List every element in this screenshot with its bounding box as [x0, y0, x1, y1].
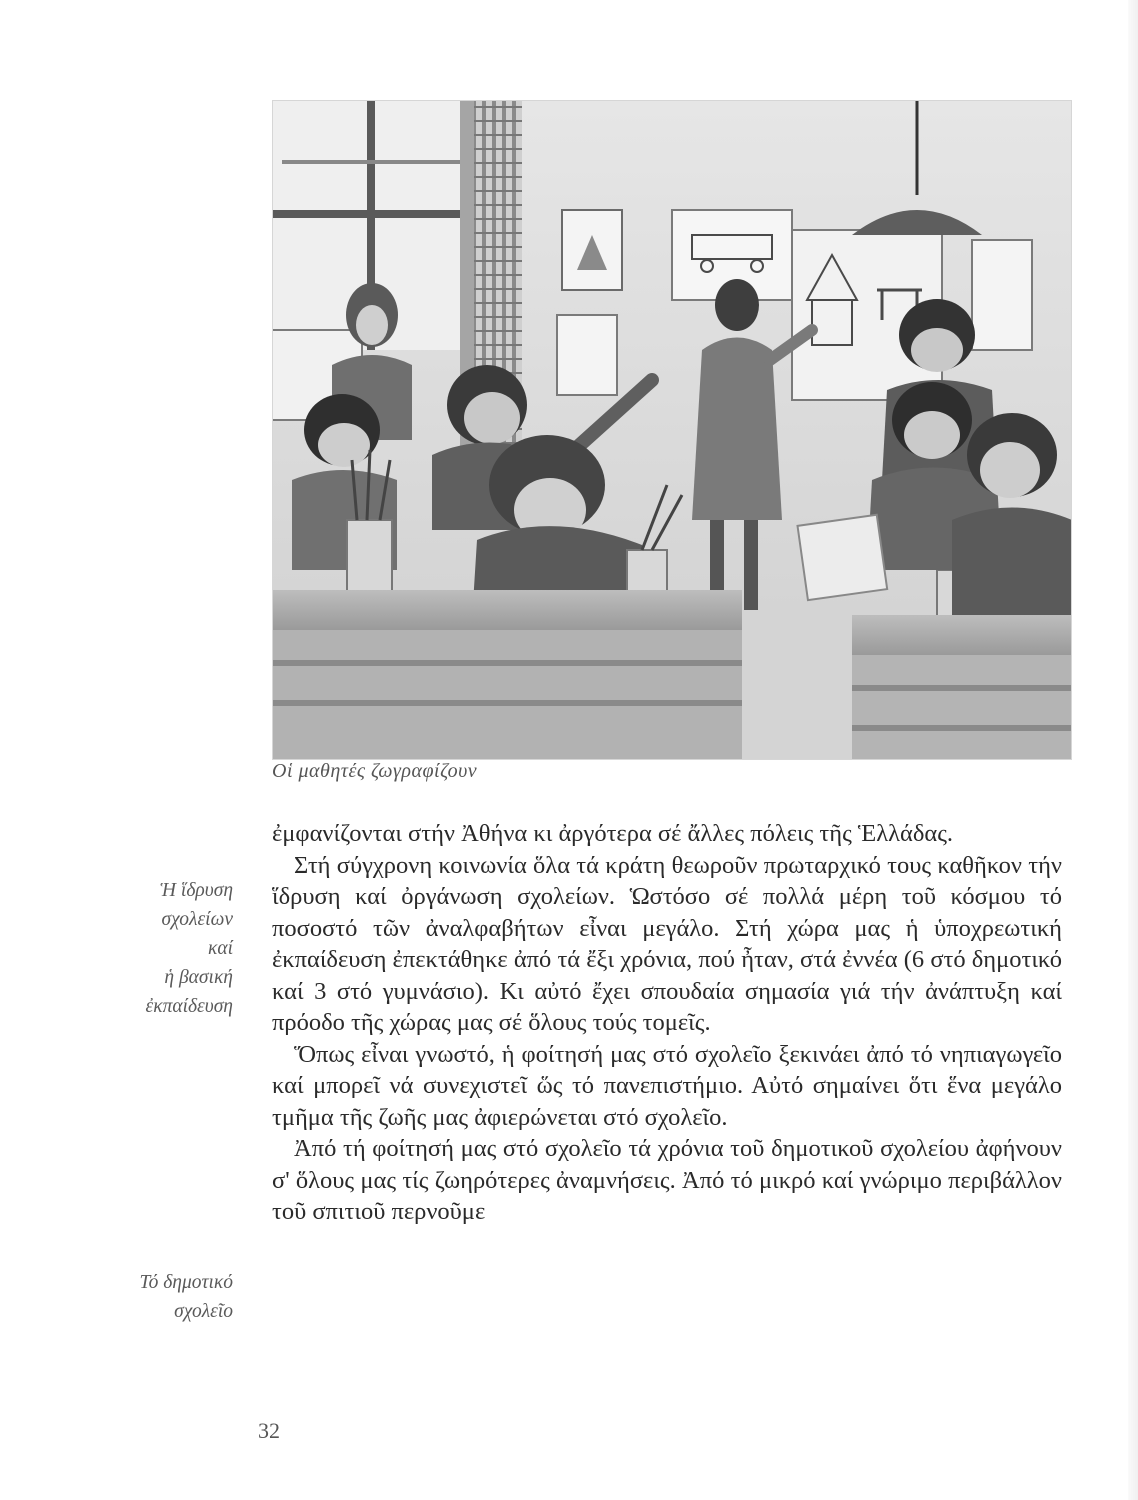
paragraph: ἐμφανίζονται στήν Ἀθήνα κι ἀργότερα σέ ἄλλες πόλεις τῆς Ἑλλάδας. [272, 820, 954, 847]
body-text [272, 818, 1062, 1228]
page-number: 32 [258, 1418, 280, 1443]
margin-note-line: ἡ βασική [164, 967, 233, 988]
margin-note-line: Ἡ ἵδρυση [160, 880, 233, 901]
page-edge-shadow [1128, 0, 1138, 1500]
margin-note-line: Τό δημοτικό [139, 1272, 233, 1293]
margin-note-line: ἐκπαίδευση [145, 996, 233, 1017]
paragraph: Ὅπως εἶναι γνωστό, ἡ φοίτησή μας στό σχολεῖο ξεκινάει ἀπό τό νηπιαγωγεῖο καί μπορεῖ νά συνεχιστεῖ ὥς τό πανεπιστήμιο. Αὐτό σημαίνει ὅτι ἕνα μεγάλο τμῆμα τῆς ζωῆς μας ἀφιερώνεται στό σχολεῖο. [272, 1040, 1062, 1131]
margin-note-school-founding [146, 876, 233, 1021]
margin-note-primary-school [140, 1268, 233, 1326]
classroom-illustration [272, 100, 1072, 760]
paragraph: Στή σύγχρονη κοινωνία ὅλα τά κράτη θεωροῦν πρωταρχικό τους καθῆκον τήν ἵδρυση καί ὀργάνωση σχολείων. Ὡστόσο σέ πολλά μέρη τοῦ κόσμου τό ποσοστό τῶν ἀναλφαβήτων εἶναι μεγάλο. Στή χώρα μας ἡ ὑποχρεωτική ἐκπαίδευση ἐπεκτάθηκε ἀπό τά ἔξι χρόνια, πού ἦταν, στά ἐννέα (6 στό δημοτικό καί 3 στό γυμνάσιο). Κι αὐτό ἔχει σπουδαία σημασία γιά τήν ἀνάπτυξη καί πρόοδο τῆς χώρας μας σέ ὅλους τούς τομεῖς. [272, 851, 1062, 1036]
margin-note-line: σχολείων [161, 909, 233, 930]
margin-note-line: καί [207, 938, 233, 959]
paragraph: Ἀπό τή φοίτησή μας στό σχολεῖο τά χρόνια τοῦ δημοτικοῦ σχολείου ἀφήνουν σ' ὅλους μας τίς ζωηρότερες ἀναμνήσεις. Ἀπό τό μικρό καί γνώριμο περιβάλλον τοῦ σπιτιοῦ περνοῦμε [272, 1135, 1062, 1225]
margin-note-line: σχολεῖο [174, 1301, 233, 1322]
figure-caption: Οἱ μαθητές ζωγραφίζουν [272, 760, 478, 782]
